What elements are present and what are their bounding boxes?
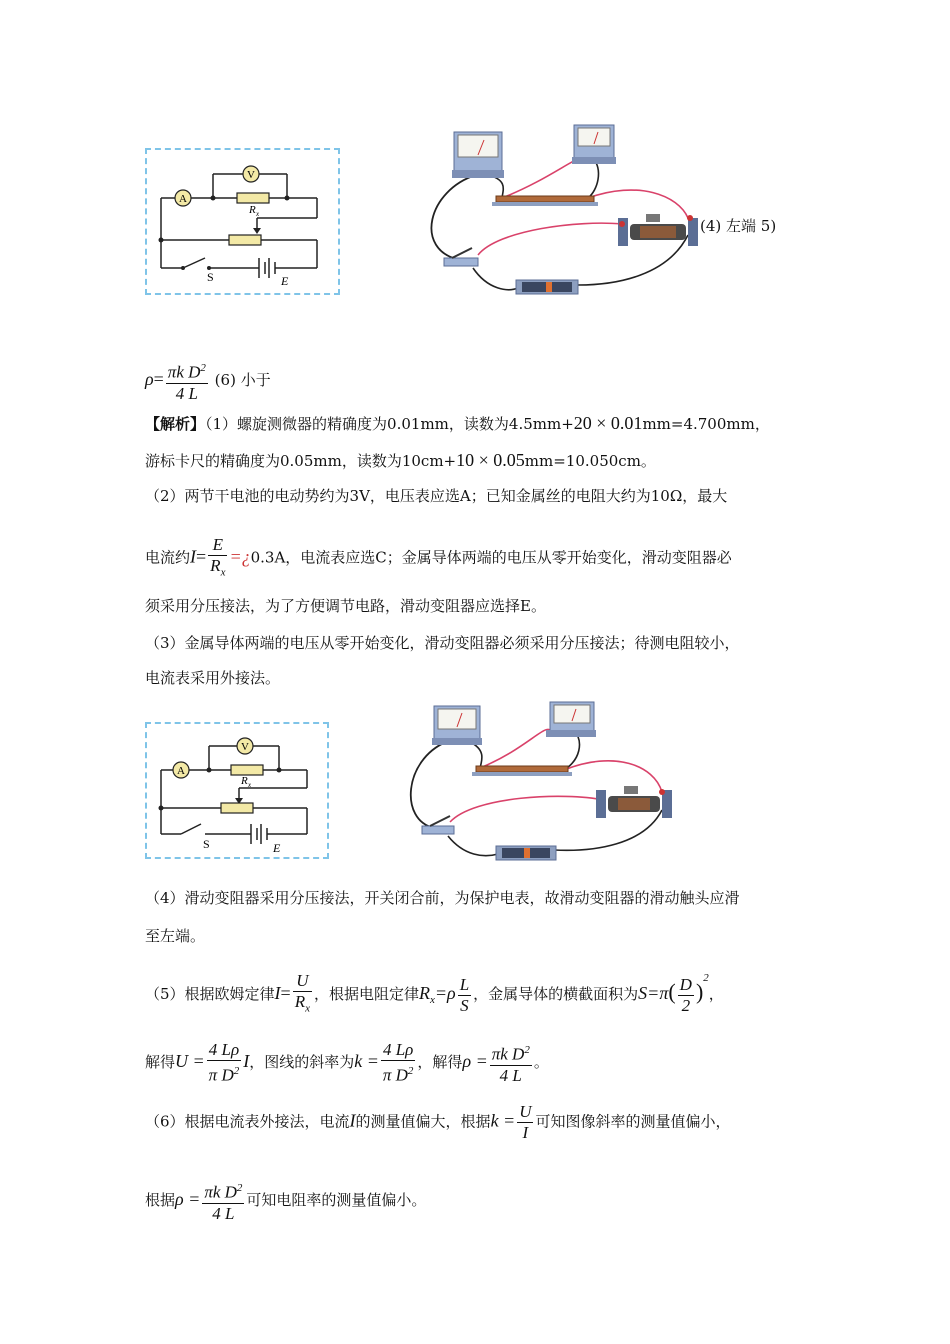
area-denominator: 2 [681,995,691,1015]
answer-6-text: (6) 小于 [214,370,271,389]
answer-5-6-line [145,358,271,404]
slope-den-exp: 2 [407,1065,414,1077]
analysis-p1a [145,413,770,434]
resist-eq: =ρ [434,983,456,1003]
voltmeter-label-2: V [241,741,249,753]
p5a-text-1: （5）根据欧姆定律 [145,985,275,1003]
current-denominator [208,556,227,582]
p6a-numerator: U [519,1102,532,1121]
solve-U-denominator [207,1061,242,1086]
p6a-text-1: （6）根据电流表外接法，电流 [145,1112,350,1131]
p1b-text: 游标卡尺的精确度为0.05mm，读数为10cm+ [145,452,457,470]
current-fraction [208,535,227,582]
analysis-p4a: （4）滑动变阻器采用分压接法，开关闭合前，为保护电表，故滑动变阻器的滑动触头应滑 [145,889,740,907]
circuit-diagram-1 [145,148,340,295]
resist-R: R [419,983,430,1003]
current-I: I [190,546,197,567]
p1a-text: （1）螺旋测微器的精确度为0.01mm，读数为4.5mm+ [205,415,574,433]
solve-U-I: I [243,1050,250,1071]
analysis-p2a: （2）两节干电池的电动势约为3V，电压表应选A；已知金属丝的电阻大约为10Ω，最大 [145,487,728,505]
ohm-I: I [274,983,281,1003]
p6a-fraction [517,1102,533,1143]
current-den-sub: x [220,566,226,579]
current-den-R: R [210,556,221,575]
p5b-text-2: ，图线的斜率为 [249,1052,355,1071]
rx-subscript-2: x [248,781,252,789]
p5b-text-3: ，解得 [417,1052,463,1071]
p2b-post: 0.3A，电流表应选C；金属导体两端的电压从零开始变化，滑动变阻器必 [250,548,732,567]
analysis-p5a [145,968,724,1019]
p6b-text-1: 根据 [145,1190,176,1209]
rho-exponent: 2 [200,362,206,374]
switch-label: S [207,270,214,284]
glyph-artifact: =¿ [229,546,251,567]
ohm-denominator [293,992,312,1018]
solve-rho-fraction [490,1040,532,1086]
p6a-denominator: I [522,1123,529,1142]
analysis-tag: 【解析】 [145,415,206,433]
area-S: S=π [638,983,669,1003]
p6b-rho: ρ = [175,1188,201,1209]
solve-U-den-base: π D [208,1065,234,1085]
rho-fraction [166,358,208,404]
battery-device-2 [496,846,556,860]
solve-rho-num-base: πk D [491,1044,525,1064]
p6b-num-base: πk D [204,1182,237,1202]
ohm-fraction [293,971,312,1018]
solve-U: U = [175,1050,205,1071]
ohm-den-sub: x [305,1002,310,1015]
paren-close: ) [695,979,704,1004]
analysis-p2b [145,535,732,582]
solve-rho: ρ = [462,1050,488,1071]
area-fraction [678,975,694,1016]
resist-R-sub: x [430,994,435,1006]
solve-U-den-exp: 2 [233,1065,240,1077]
ohm-den-R: R [294,992,306,1012]
rx-label-2: R [241,775,248,787]
paren-open: ( [668,979,676,1004]
circuit-schematic-2 [147,724,327,857]
source-label: E [281,274,289,288]
slope-numerator: 4 Lρ [381,1040,416,1061]
area-numerator: D [679,974,692,994]
p6b-num-exp: 2 [236,1182,243,1194]
physical-circuit-1 [418,120,708,300]
p5b-text-1: 解得 [145,1052,176,1071]
analysis-p1b [145,450,656,471]
rheostat-device-1 [618,214,698,246]
solve-rho-num-exp: 2 [524,1044,530,1056]
p5b-text-4: 。 [533,1052,549,1071]
p1b-math: 10 × 0.05 [456,450,525,470]
solve-rho-numerator [490,1040,532,1066]
slope-k: k = [354,1050,379,1071]
p6a-k: k = [490,1110,516,1131]
analysis-p4b: 至左端。 [145,927,206,945]
equals-sign: = [196,546,207,567]
analysis-p6b [145,1178,426,1224]
rx-subscript: x [256,210,260,218]
rheostat-symbol-2 [221,803,253,813]
p6b-denominator: 4 L [212,1203,235,1223]
p1a-post: mm=4.700mm， [642,415,770,433]
voltmeter-device-1 [452,132,504,178]
ohm-numerator: U [293,971,312,992]
rho-denominator: 4 L [175,383,198,403]
physical-circuit-2 [404,700,694,870]
rheostat-symbol [229,235,261,245]
p1b-post: mm=10.050cm。 [524,452,656,470]
area-exponent: 2 [703,972,709,984]
rx-label: R [249,204,256,216]
answer-4-text: (4) 左端 5) [700,217,777,235]
p1a-math: 20 × 0.01 [573,413,643,433]
p6a-text-3: 可知图像斜率的测量值偏小， [535,1112,731,1131]
resist-numerator: L [459,974,470,994]
solve-U-fraction [207,1040,242,1086]
current-numerator: E [208,535,227,556]
battery-device-1 [516,280,578,294]
ammeter-device-2 [546,702,596,737]
solve-U-numerator: 4 Lρ [207,1040,242,1061]
p6b-numerator [202,1178,244,1204]
analysis-p3b: 电流表采用外接法。 [145,669,281,687]
switch-label-2: S [203,837,210,851]
circuit-schematic-1 [147,150,338,293]
slope-denominator [381,1061,416,1086]
p6b-fraction [202,1178,244,1224]
p5a-text-2: ，根据电阻定律 [313,985,419,1003]
metal-wire-board-1 [492,196,598,206]
analysis-p6a [145,1102,731,1143]
metal-wire-board-2 [472,766,572,776]
rho-numerator: πk D [167,362,201,382]
analysis-p3a: （3）金属导体两端的电压从零开始变化，滑动变阻器必须采用分压接法；待测电阻较小， [145,634,740,652]
voltmeter-label: V [247,169,255,181]
resist-denominator: S [460,995,469,1015]
slope-fraction [381,1040,416,1086]
p6a-I: I [349,1110,356,1131]
ammeter-label: A [179,193,187,205]
p2b-text: 电流约 [145,548,191,567]
voltmeter-device-2 [432,706,482,745]
p6b-text-2: 可知电阻率的测量值偏小。 [246,1190,427,1209]
circuit-diagram-2 [145,722,329,859]
slope-den-base: π D [382,1065,408,1085]
rx-resistor-2 [231,765,263,775]
analysis-p2c: 须采用分压接法，为了方便调节电路，滑动变阻器应选择E。 [145,597,546,615]
resist-fraction [458,975,471,1016]
ammeter-label-2: A [177,765,185,777]
rx-resistor [237,193,269,203]
p6a-text-2: 的测量值偏大，根据 [355,1112,491,1131]
analysis-p5b [145,1040,549,1086]
solve-rho-denominator: 4 L [499,1065,522,1085]
source-label-2: E [273,841,281,855]
rho-symbol: ρ [145,368,154,389]
equals-sign: = [280,983,291,1003]
p5a-text-4: ， [708,985,724,1003]
p5a-text-3: ，金属导体的横截面积为 [473,985,639,1003]
ammeter-device-1 [572,125,616,164]
equals-sign: = [153,368,164,389]
